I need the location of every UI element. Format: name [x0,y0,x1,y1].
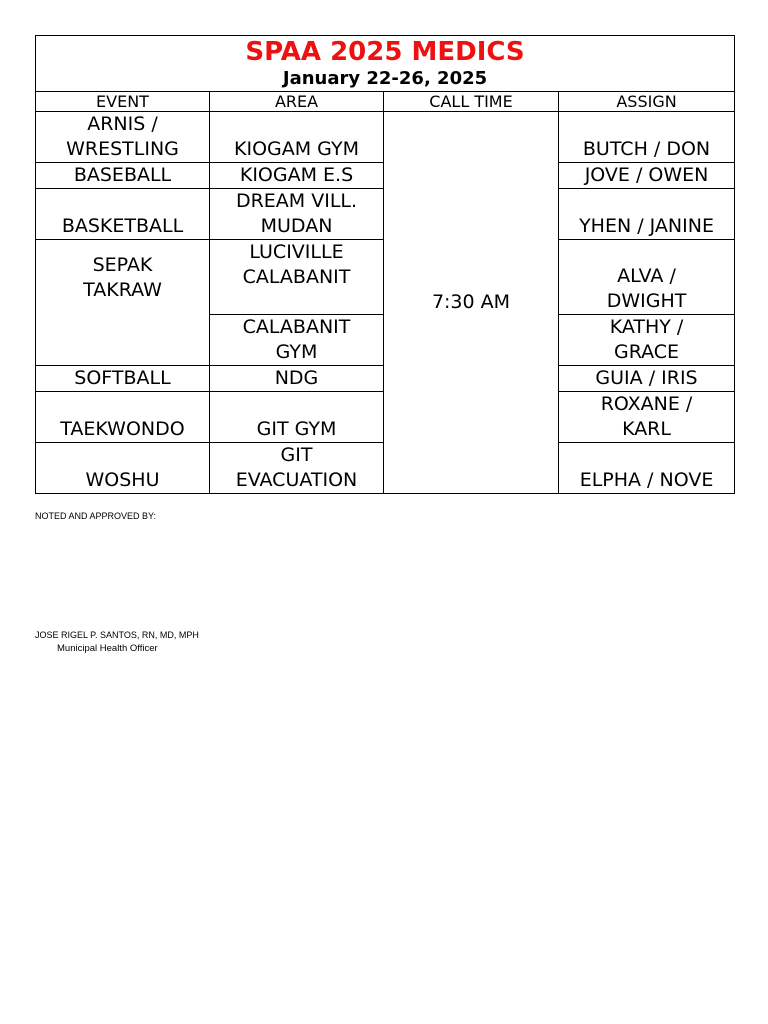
area-cell: LUCIVILLE CALABANIT [210,240,384,315]
assign-cell: ELPHA / NOVE [559,443,735,494]
event-cell: ARNIS / WRESTLING [36,112,210,163]
area-cell: GIT EVACUATION [210,443,384,494]
assign-cell: BUTCH / DON [559,112,735,163]
call-time-cell: 7:30 AM [384,112,559,494]
assign-cell: YHEN / JANINE [559,189,735,240]
event-cell: SEPAK TAKRAW [36,240,210,366]
title-cell [36,36,735,92]
area-cell: GIT GYM [210,392,384,443]
medics-schedule-table [35,35,735,494]
event-cell: BASEBALL [36,163,210,189]
noted-approved-label: NOTED AND APPROVED BY: [35,511,157,521]
assign-cell: ALVA / DWIGHT [559,240,735,315]
assign-cell: GUIA / IRIS [559,366,735,392]
area-cell: DREAM VILL. MUDAN [210,189,384,240]
document-title: SPAA 2025 MEDICS [245,37,525,67]
column-header-area: AREA [210,92,384,112]
title-row [36,36,735,92]
signer-name: JOSE RIGEL P. SANTOS, RN, MD, MPH [35,630,199,640]
table-row [36,112,735,163]
area-cell: CALABANIT GYM [210,315,384,366]
assign-cell: ROXANE / KARL [559,392,735,443]
signer-position: Municipal Health Officer [57,643,158,654]
area-cell: NDG [210,366,384,392]
event-cell: BASKETBALL [36,189,210,240]
event-cell: TAEKWONDO [36,392,210,443]
assign-cell: JOVE / OWEN [559,163,735,189]
document-date-range: January 22-26, 2025 [282,68,488,89]
assign-cell: KATHY / GRACE [559,315,735,366]
area-cell: KIOGAM E.S [210,163,384,189]
column-header-row [36,92,735,112]
column-header-assign: ASSIGN [559,92,735,112]
column-header-event: EVENT [36,92,210,112]
area-cell: KIOGAM GYM [210,112,384,163]
event-cell: WOSHU [36,443,210,494]
event-cell: SOFTBALL [36,366,210,392]
column-header-call-time: CALL TIME [384,92,559,112]
